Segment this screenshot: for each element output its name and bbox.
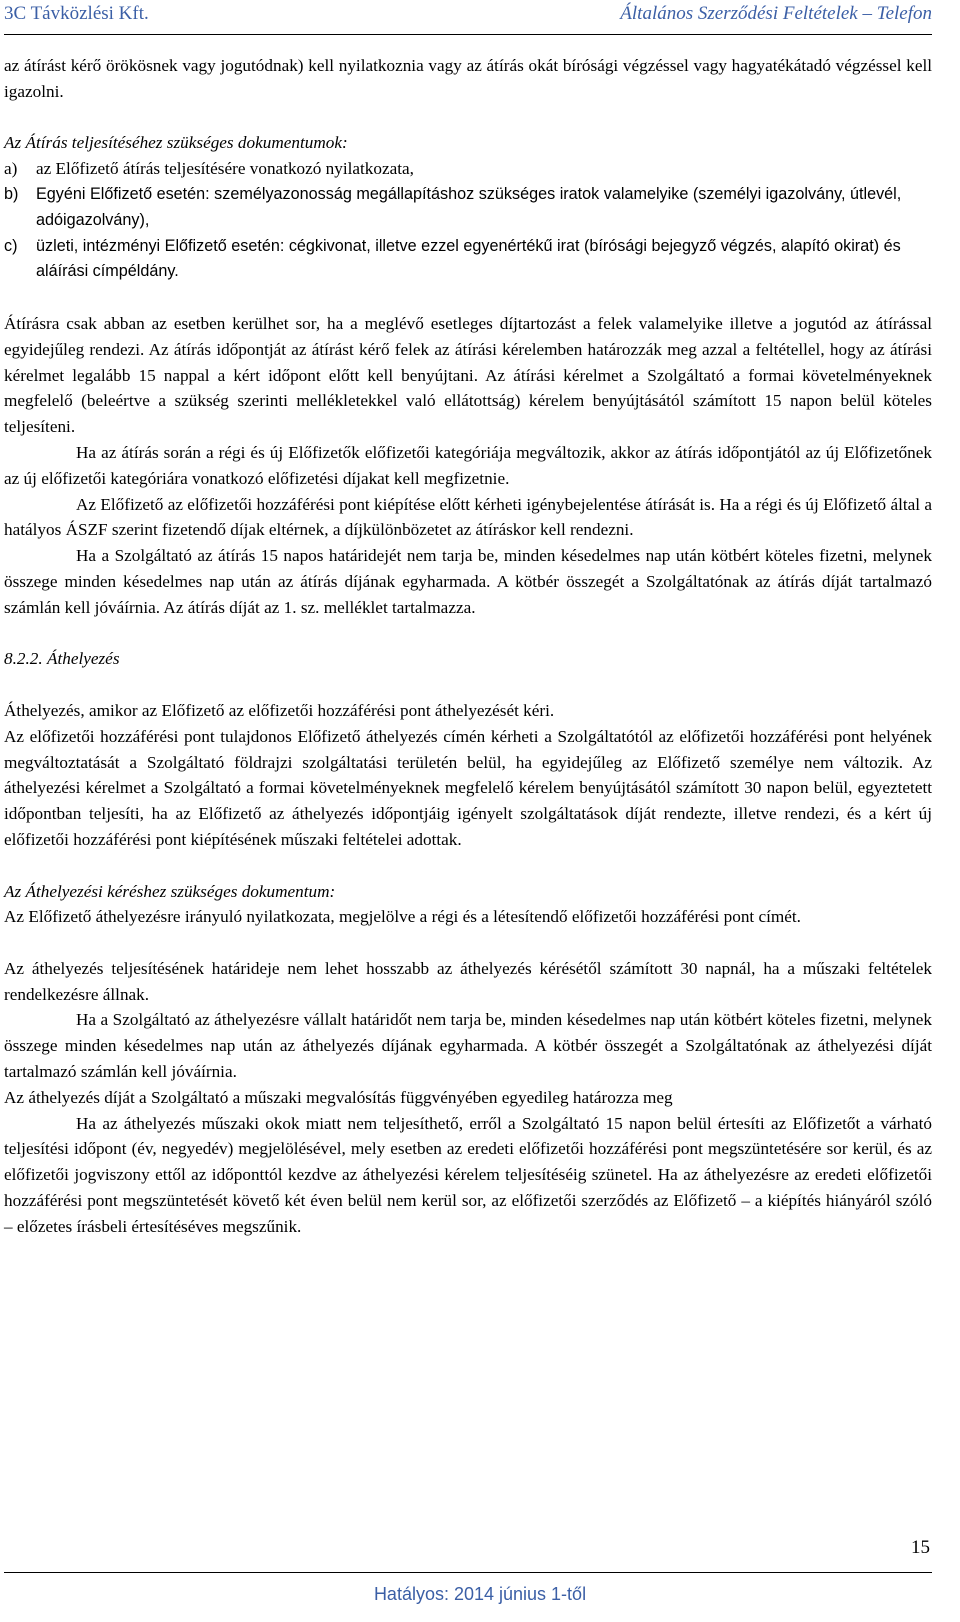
- paragraph-athelyezes-def: Áthelyezés, amikor az Előfizető az előfizetői hozzáférési pont áthelyezését kéri.: [4, 700, 555, 720]
- list-marker: c): [4, 236, 18, 255]
- effective-date: Hatályos: 2014 június 1-től: [373, 1584, 587, 1604]
- documents-heading: Az Átírás teljesítéséhez szükséges dokumentumok:: [4, 133, 348, 153]
- list-marker: b): [4, 184, 19, 203]
- footer-divider: [4, 1572, 932, 1573]
- list-item-text: üzleti, intézményi Előfizető esetén: cégkivonat, illetve ezzel egyenértékű irat (bírósági bejegyző végzés, alapító okirat) és aláírási címpéldány.: [36, 236, 901, 281]
- list-item-text: az Előfizető átírás teljesítésére vonatkozó nyilatkozata,: [36, 159, 414, 179]
- list-item: [4, 182, 932, 234]
- paragraph-atirasra: Átírásra csak abban az esetben kerülhet sor, ha a meglévő esetleges díjtartozást a felek valamelyike illetve a jogutód az átírással egyidejűleg rendezi. Az átírás időpontját az átírást kérő felek az átírási kérelemben határozzák meg azzal a feltétellel, hogy az átírási kérelmet legalább 15 nappal a kért időpont előtt kell benyújtani. Az átírási kérelmet a Szolgáltató a formai követelményeknek megfelelő (beleértve a szükség szerinti mellékletekkel való ellátottság) kérelem benyújtásától számított 15 napon belül köteles teljesíteni.: [4, 313, 932, 437]
- documents2-heading: Az Áthelyezési kéréshez szükséges dokumentum:: [4, 881, 336, 901]
- paragraph-dij: Az áthelyezés díját a Szolgáltató a műszaki megvalósítás függvényében egyedileg határozza meg: [4, 1087, 673, 1107]
- page-number: 15: [911, 1537, 930, 1558]
- list-marker: a): [4, 159, 18, 179]
- header-divider: [4, 34, 932, 35]
- document-title: Általános Szerződési Feltételek – Telefon: [620, 3, 932, 24]
- paragraph-kotber2: Ha a Szolgáltató az áthelyezésre vállalt határidőt nem tarja be, minden késedelmes nap után kötbért köteles fizetni, melynek összege minden késedelmes nap után az áthelyezés díjának egyharmada. A kötbér összegét a Szolgáltatónak az áthelyezési díját tartalmazó számlán kell jóváírnia.: [4, 1010, 932, 1082]
- paragraph-kiepites: Az Előfizető az előfizetői hozzáférési pont kiépítése előtt kérheti igénybejelentése átírását is. Ha a régi és új Előfizető által a hatályos ÁSZF szerint fizetendő díjak eltérnek, a díjkülönbözetet az átíráskor kell rendezni.: [4, 494, 932, 540]
- list-item: [4, 234, 932, 286]
- document-body: [4, 53, 932, 1240]
- paragraph-muszaki: Ha az áthelyezés műszaki okok miatt nem teljesíthető, erről a Szolgáltató 15 napon belül értesíti az Előfizetőt a várható teljesítési időpont (év, negyedév) megjelölésével, mely esetben az eredeti előfizetői hozzáférési pont megszüntetésére sor kerül, és az előfizetői jogviszony ettől az időponttól kezdve az áthelyezési kérelem teljesítéséig szünetel. Ha az áthelyezésre az eredeti előfizetői hozzáférési pont megszüntetését követő két éven belül nem kerül sor, az előfizetői szerződés az Előfizető – a kiépítés hiányáról szóló – előzetes írásbeli értesítéséves megszűnik.: [4, 1113, 932, 1236]
- list-item: [4, 156, 932, 182]
- company-name: 3C Távközlési Kft.: [4, 3, 149, 24]
- paragraph-athelyezes-main: Az előfizetői hozzáférési pont tulajdonos Előfizető áthelyezés címén kérheti a Szolgáltatótól az előfizetői hozzáférési pont helyének megváltoztatását a Szolgáltató földrajzi szolgáltatási területén belül, ha egyidejűleg az Előfizető személye nem változik. Az áthelyezési kérelmet a Szolgáltató a formai követelményeknek megfelelő kérelem benyújtásától számított 30 napon belül, egyeztetett időpontban teljesíti, ha az Előfizető az áthelyezés időpontjáig igényelt szolgáltatások díját rendezte, illetve rendezi, és a kért új előfizetői hozzáférési pont kiépítésének műszaki feltételei adottak.: [4, 726, 932, 849]
- paragraph-continuation: az átírást kérő örökösnek vagy jogutódnak) kell nyilatkoznia vagy az átírás okát bírósági végzéssel vagy hagyatékátadó végzéssel kell igazolni.: [4, 56, 932, 101]
- paragraph-hatarido: Az áthelyezés teljesítésének határideje nem lehet hosszabb az áthelyezés kérésétől számított 30 napnál, ha a műszaki feltételek rendelkezésre állnak.: [4, 958, 932, 1004]
- list-item-text: Egyéni Előfizető esetén: személyazonosság megállapításhoz szükséges iratok valamelyike (személyi igazolvány, útlevél, adóigazolvány),: [36, 184, 902, 229]
- paragraph-kotber: Ha a Szolgáltató az átírás 15 napos határidejét nem tarja be, minden késedelmes nap után kötbért köteles fizetni, melynek összege minden késedelmes nap után az átírás díjának egyharmada. A kötbér összegét a Szolgáltatónak az átírás díját tartalmazó számlán kell jóváírnia. Az átírás díját az 1. sz. melléklet tartalmazza.: [4, 546, 932, 617]
- paragraph-docs2: Az Előfizető áthelyezésre irányuló nyilatkozata, megjelölve a régi és a létesítendő előfizetői hozzáférési pont címét.: [4, 907, 801, 927]
- paragraph-kategoria: Ha az átírás során a régi és új Előfizetők előfizetői kategóriája megváltozik, akkor az átírás időpontjától az új Előfizetőnek az új előfizetői kategóriára vonatkozó előfizetési díjakat kell megfizetnie.: [4, 442, 932, 488]
- page-header: [4, 0, 932, 33]
- section-title: 8.2.2. Áthelyezés: [4, 649, 120, 669]
